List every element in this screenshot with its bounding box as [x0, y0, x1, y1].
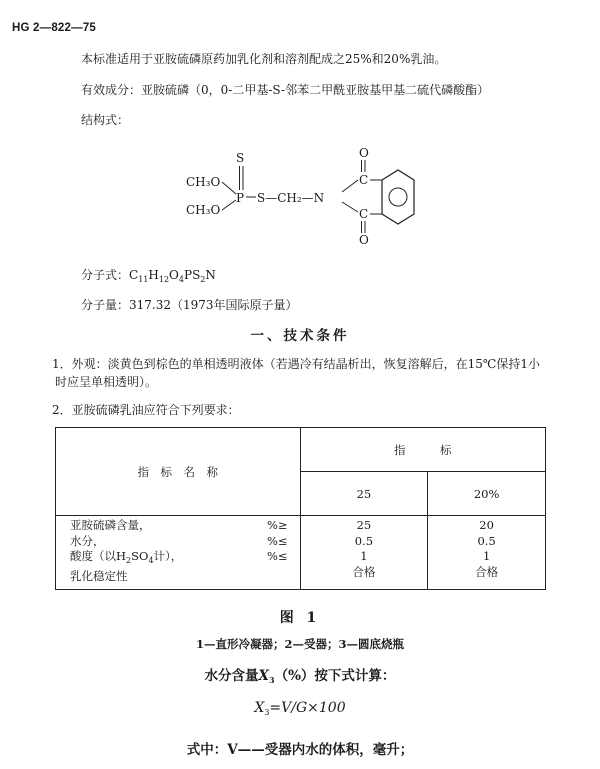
- standard-number: HG 2—822—75: [12, 22, 97, 34]
- header-index-name: 指 标 名 称: [56, 428, 301, 516]
- thio-linker: S—CH₂—N: [257, 191, 325, 205]
- phosphorus-atom: P: [236, 191, 245, 205]
- section-title: 一、技术条件: [250, 328, 350, 344]
- col-25-values: 25 0.5 1 合格: [300, 516, 428, 590]
- bond-methoxy-2: [222, 200, 236, 210]
- water-calc-where: 式中：V——受器内水的体积，毫升；: [186, 742, 414, 758]
- requirement-1-line-1: 1．外观：淡黄色到棕色的单相透明液体（若遇冷有结晶析出，恢复溶解后，在15℃保持1小: [52, 357, 540, 371]
- oxygen-bottom: O: [359, 233, 369, 247]
- carbon-bottom: C: [359, 207, 369, 221]
- header-col-25: 25: [300, 472, 428, 516]
- sulfur-double-atom: S: [236, 151, 245, 165]
- molecular-weight: 分子量：317.32（1973年国际原子量）: [81, 298, 298, 312]
- col-20-values: 20 0.5 1 合格: [428, 516, 546, 590]
- molecular-formula: 分子式：$C_{11}H_{12}O_4PS_2N$: [81, 268, 216, 284]
- water-calc-equation: $X_3=V/G\times 100$: [254, 700, 346, 717]
- water-calc-intro: 水分含量$X_3(\%)$按下式计算：: [204, 668, 396, 685]
- table-row: 水分， %≤: [70, 533, 288, 548]
- requirement-1-line-2: 时应呈单相透明）。: [55, 375, 158, 389]
- aromatic-circle: [389, 188, 407, 206]
- table-row: 酸度（以$H_2SO_4$计）， %≤: [70, 549, 288, 565]
- requirement-2: 2．亚胺硫磷乳油应符合下列要求：: [52, 403, 240, 417]
- figure-caption: 1—直形冷凝器；2—受器；3—圆底烧瓶: [195, 637, 404, 651]
- benzene-ring: [382, 170, 414, 224]
- active-ingredient-paragraph: 有效成分：亚胺硫磷（0，0-二甲基-S-邻苯二甲酰亚胺基甲基二硫代磷酸酯）: [81, 83, 490, 97]
- bond-n-c-top: [342, 180, 358, 192]
- figure-title: 图 1: [279, 610, 321, 626]
- methoxy-group-2: CH₃O: [186, 203, 221, 217]
- table-row: 亚胺硫磷含量， %≥: [70, 518, 288, 532]
- row-names-cell: [56, 516, 301, 590]
- structural-formula: [170, 140, 430, 250]
- specification-table: [55, 427, 546, 590]
- carbon-top: C: [359, 173, 369, 187]
- structure-label: 结构式：: [81, 113, 130, 127]
- methoxy-group-1: CH₃O: [186, 175, 221, 189]
- oxygen-top: O: [359, 146, 369, 160]
- scope-paragraph: 本标准适用于亚胺硫磷原药加乳化剂和溶剂配成之25%和20%乳油。: [81, 52, 447, 66]
- table-row: 乳化稳定性: [70, 568, 128, 583]
- header-index: 指 标: [300, 428, 545, 472]
- bond-n-c-bottom: [342, 202, 358, 212]
- bond-methoxy-1: [222, 182, 236, 194]
- header-col-20: 20%: [428, 472, 546, 516]
